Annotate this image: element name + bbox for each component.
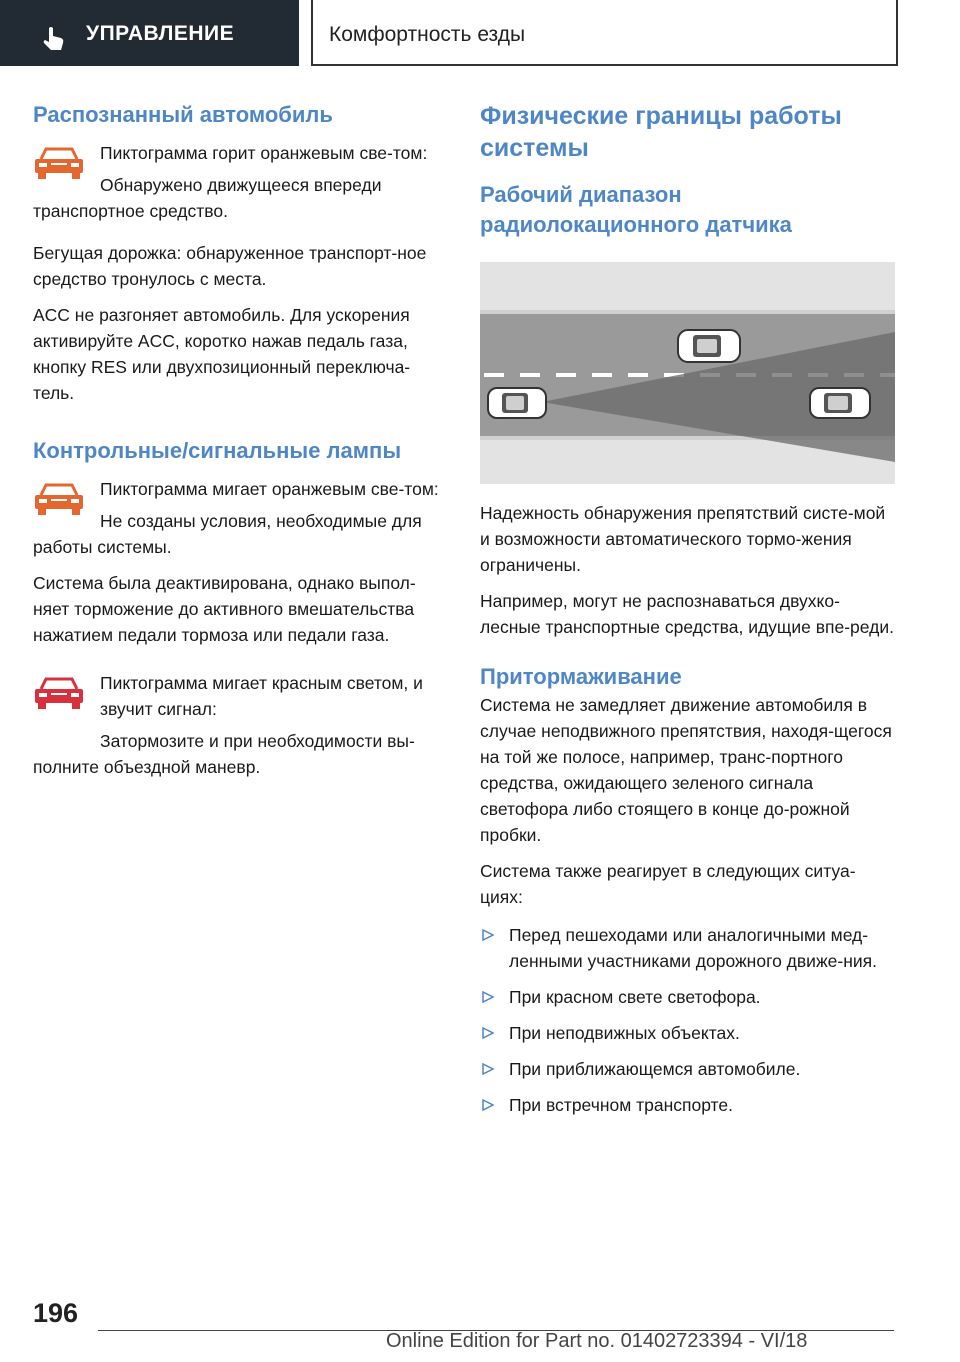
heading-warning-lamps: Контрольные/сигнальные лампы	[33, 438, 402, 463]
triangle-bullet-icon	[482, 929, 494, 941]
braking-text: Система не замедляет движение автомобиля в случае неподвижного препятствия, находя-щегося на той же полосе, например, транс-портного средства, ожидающего зеленого сигнала светофора либо стоящего в конце до-рожной пробки.	[480, 695, 892, 845]
vehicle-ahead	[810, 388, 870, 418]
page-number: 196	[33, 1298, 79, 1328]
lamp2-description: Затормозите и при необходимости вы-полните объездной маневр.	[33, 731, 415, 777]
recognized-icon-block	[33, 140, 447, 166]
section-tab[interactable]	[0, 0, 299, 66]
heading-physical-limits: Физические границы работы системы	[480, 102, 842, 162]
lamp1-extra-text: Система была деактивирована, однако выпол-няет торможение до активного вмешательства нажатием педали тормоза или педали газа.	[33, 573, 416, 645]
lamp1-description: Не созданы условия, необходимые для работы системы.	[33, 511, 422, 557]
chapter-header	[311, 0, 898, 66]
example-text: Например, могут не распознаваться двухко-лесные транспортные средства, идущие впе-реди.	[480, 591, 894, 637]
car-orange-blink-icon	[33, 482, 85, 518]
list-item: При приближающемся автомобиле.	[480, 1056, 895, 1082]
reliability-text: Надежность обнаружения препятствий систе-мой и возможности автоматического тормо-жения ограничены.	[480, 503, 886, 575]
list-item: При неподвижных объектах.	[480, 1020, 895, 1046]
left-column	[33, 100, 447, 780]
list-item: Перед пешеходами или аналогичными мед-ленными участниками дорожного движе-ния.	[480, 922, 895, 974]
list-item: При красном свете светофора.	[480, 984, 895, 1010]
situations-intro: Система также реагирует в следующих ситуа-циях:	[480, 861, 856, 907]
chapter-subtitle: Комфортность езды	[329, 23, 526, 46]
right-column	[480, 100, 895, 1128]
lamp2-icon-block	[33, 670, 447, 722]
list-item: При встречном транспорте.	[480, 1092, 895, 1118]
lamp1-icon-text: Пиктограмма мигает оранжевым све-том:	[100, 479, 439, 499]
ego-vehicle	[488, 388, 546, 418]
heading-recognized-vehicle: Распознанный автомобиль	[33, 102, 333, 127]
recognized-icon-text: Пиктограмма горит оранжевым све-том:	[100, 143, 428, 163]
car-red-icon	[33, 676, 85, 712]
triangle-bullet-icon	[482, 991, 494, 1003]
acc-text: ACC не разгоняет автомобиль. Для ускорения активируйте ACC, коротко нажав педаль газа, кнопку RES или двухпозиционный переключа-тель.	[33, 305, 411, 403]
hand-touch-icon	[40, 26, 66, 50]
situations-list	[480, 922, 895, 1118]
triangle-bullet-icon	[482, 1063, 494, 1075]
vehicle-adjacent-lane	[678, 330, 740, 362]
triangle-bullet-icon	[482, 1027, 494, 1039]
radar-range-diagram	[480, 262, 895, 484]
lamp1-icon-block	[33, 476, 447, 502]
triangle-bullet-icon	[482, 1099, 494, 1111]
recognized-description: Обнаружено движущееся впереди транспортное средство.	[33, 175, 382, 221]
section-tab-label: УПРАВЛЕНИЕ	[86, 22, 235, 45]
heading-braking: Притормаживание	[480, 664, 682, 689]
running-lane-text: Бегущая дорожка: обнаруженное транспорт-ное средство тронулось с места.	[33, 243, 427, 289]
heading-radar-range: Рабочий диапазон радиолокационного датчика	[480, 182, 792, 237]
footer-edition: Online Edition for Part no. 01402723394 - VI/18	[386, 1330, 808, 1352]
car-orange-icon	[33, 146, 85, 182]
lamp2-icon-text: Пиктограмма мигает красным светом, и звучит сигнал:	[100, 673, 423, 719]
